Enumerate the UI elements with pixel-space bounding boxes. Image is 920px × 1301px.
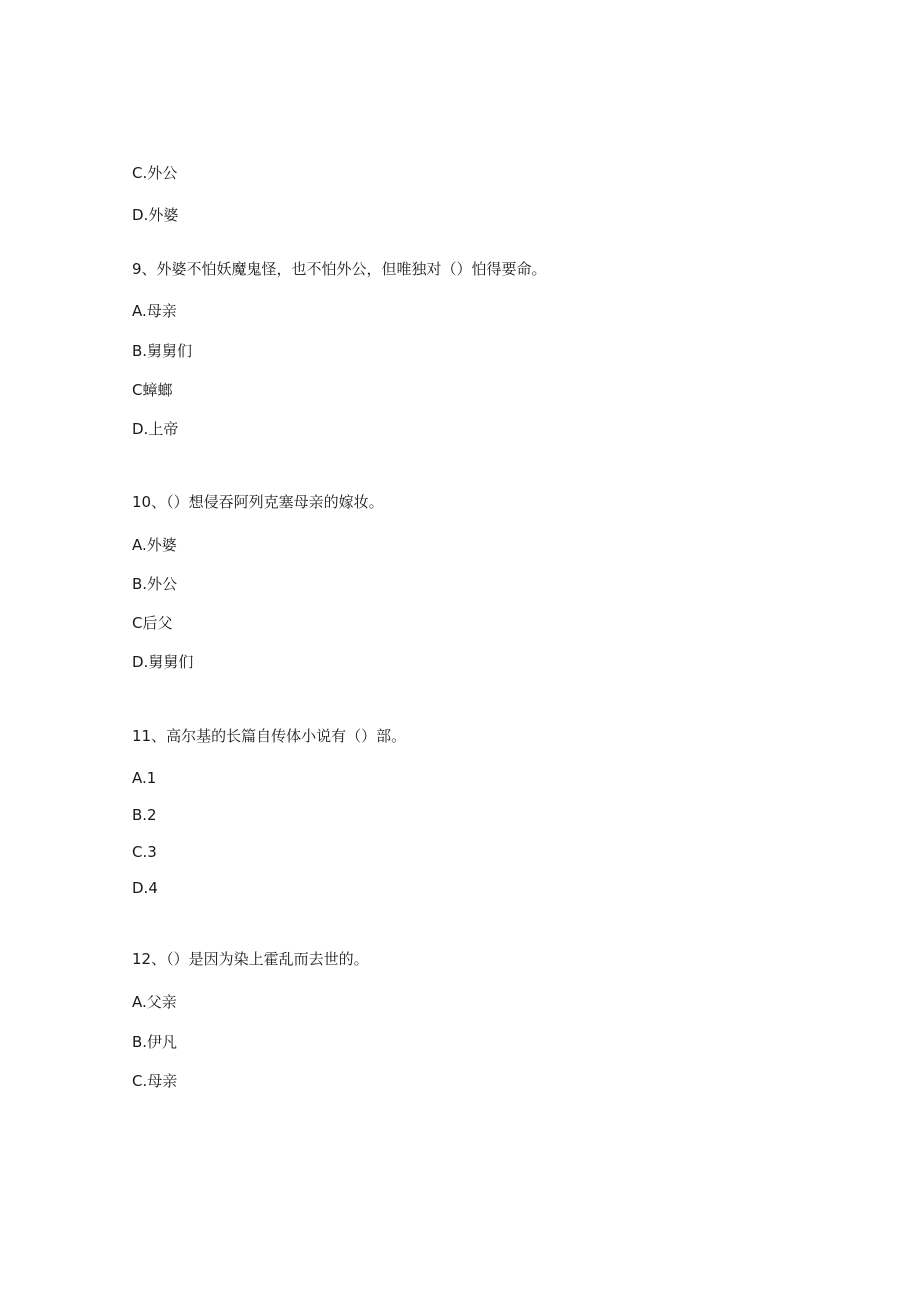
question-12-option-c: C.母亲	[132, 1072, 178, 1090]
option-prev-c: C.外公	[132, 164, 178, 182]
question-9-stem: 9、外婆不怕妖魔鬼怪，也不怕外公，但唯独对（）怕得要命。	[132, 260, 547, 278]
question-10-option-c: C后父	[132, 614, 173, 632]
question-10-option-d: D.舅舅们	[132, 653, 194, 671]
question-11-option-d: D.4	[132, 879, 158, 897]
question-11-stem: 11、高尔基的长篇自传体小说有（）部。	[132, 727, 407, 745]
question-9-option-a: A.母亲	[132, 302, 177, 320]
question-9-option-b: B.舅舅们	[132, 342, 193, 360]
question-10-option-a: A.外婆	[132, 536, 177, 554]
question-10-option-b: B.外公	[132, 575, 178, 593]
question-12-stem: 12、（）是因为染上霍乱而去世的。	[132, 950, 369, 968]
question-10-stem: 10、（）想侵吞阿列克塞母亲的嫁妆。	[132, 493, 384, 511]
question-9-option-c: C蟑螂	[132, 381, 173, 399]
option-prev-d: D.外婆	[132, 206, 179, 224]
question-11-option-c: C.3	[132, 843, 157, 861]
question-12-option-a: A.父亲	[132, 993, 177, 1011]
question-9-option-d: D.上帝	[132, 420, 179, 438]
question-11-option-b: B.2	[132, 806, 157, 824]
question-12-option-b: B.伊凡	[132, 1033, 178, 1051]
question-11-option-a: A.1	[132, 769, 157, 787]
